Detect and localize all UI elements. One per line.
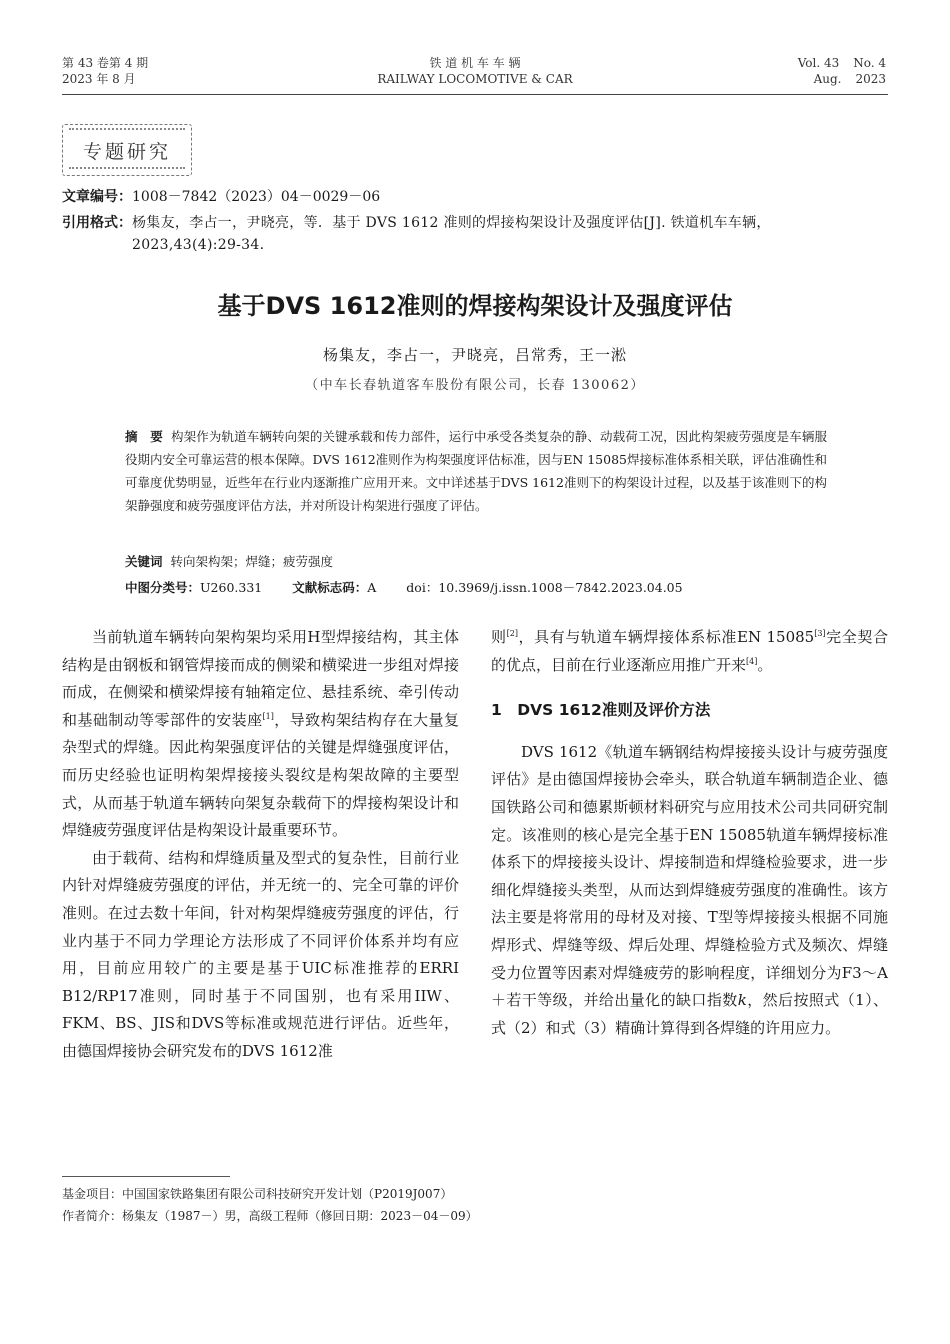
column-badge <box>62 124 192 176</box>
doi: doi：10.3969/j.issn.1008－7842.2023.04.05 <box>406 580 683 595</box>
year-label: 2023 <box>855 72 886 86</box>
article-number-value: 1008－7842（2023）04－0029－06 <box>132 189 381 205</box>
funding-note: 基金项目：中国国家铁路集团有限公司科技研究开发计划（P2019J007） <box>62 1187 453 1201</box>
journal-issue-info <box>62 55 148 87</box>
header-divider <box>62 94 888 95</box>
authors: 杨集友，李占一，尹晓亮，吕常秀，王一淞 <box>322 346 627 364</box>
body-right-column <box>491 624 888 1042</box>
abstract-text: 构架作为轨道车辆转向架的关键承载和传力部件，运行中承受各类复杂的静、动载荷工况，因此构架疲劳强度是车辆服役期内安全可靠运营的根本保障。DVS 1612准则作为构架强度评估标准，因与EN 15085焊接标准体系相关联，评估准确性和可靠度优势明显，近些年在行业内逐渐推广应用开来。文中详述基于DVS 1612准则下的构架设计过程，以及基于该准则下的构架静强度和疲劳强度评估方法，并对所设计构架进行强度了评估。 <box>125 429 827 513</box>
paragraph: DVS 1612《轨道车辆钢结构焊接接头设计与疲劳强度评估》是由德国焊接协会牵头，联合轨道车辆制造企业、德国铁路公司和德累斯顿材料研究与应用技术公司共同研究制定。该准则的核心是完全基于EN 15085轨道车辆焊接标准体系下的焊接接头设计、焊接制造和焊缝检验要求，进一步细化焊缝接头类型，从而达到焊缝疲劳强度的准确性。该方法主要是将常用的母材及对接、T型等焊接接头根据不同施焊形式、焊缝等级、焊后处理、焊缝检验方式及频次、焊缝受力位置等因素对焊缝疲劳的影响程度，详细划分为F3～A＋若干等级，并给出量化的缺口指数k，然后按照式（1）、式（2）和式（3）精确计算得到各焊缝的许用应力。 <box>491 742 888 1037</box>
reference-marker[interactable]: [3] <box>814 629 826 638</box>
reference-marker[interactable]: [4] <box>746 656 758 666</box>
clc-value: U260.331 <box>200 580 263 595</box>
footnote-divider <box>62 1176 230 1177</box>
classification <box>125 578 683 598</box>
body-left-column <box>62 624 459 1066</box>
keywords <box>125 552 333 572</box>
article-number <box>62 186 888 208</box>
section-heading: 1 DVS 1612准则及评价方法 <box>491 701 711 720</box>
journal-name <box>325 55 625 87</box>
ornament-border-icon <box>69 128 185 136</box>
abstract <box>125 425 827 517</box>
keywords-value: 转向架构架；焊缝；疲劳强度 <box>170 554 333 569</box>
author-note: 作者简介：杨集友（1987－）男，高级工程师（修回日期：2023－04－09） <box>62 1209 478 1223</box>
column-badge-label: 专题研究 <box>82 140 171 163</box>
issue-date: 2023 年 8 月 <box>62 72 136 86</box>
citation-text: 杨集友，李占一，尹晓亮，等．基于 DVS 1612 准则的焊接构架设计及强度评估[J]. 铁道机车车辆，2023,43(4):29-34. <box>132 215 771 253</box>
abstract-label: 摘 要 <box>125 429 163 444</box>
journal-name-en: RAILWAY LOCOMOTIVE & CAR <box>377 72 573 86</box>
paragraph: 由于载荷、结构和焊缝质量及型式的复杂性，目前行业内针对焊缝疲劳强度的评估，并无统一的、完全可靠的评价准则。在过去数十年间，针对构架焊缝疲劳强度的评估，行业内基于不同力学理论方法形成了不同评价体系并均有应用，目前应用较广的主要是基于UIC标准推荐的ERRI B12/RP17准则，同时基于不同国别，也有采用IIW、FKM、BS、JIS和DVS等标准或规范进行评估。近些年，由德国焊接协会研究发布的DVS 1612准 <box>62 848 459 1060</box>
paper-title: 基于DVS 1612准则的焊接构架设计及强度评估 <box>217 292 733 320</box>
reference-marker[interactable]: [1] <box>262 711 274 721</box>
affiliation: （中车长春轨道客车股份有限公司，长春 130062） <box>305 378 645 393</box>
article-number-label: 文章编号： <box>62 189 132 205</box>
reference-marker[interactable]: [2] <box>506 629 518 638</box>
paragraph: 当前轨道车辆转向架构架均采用H型焊接结构，其主体结构是由钢板和钢管焊接而成的侧梁和横梁进一步组对焊接而成，在侧梁和横梁焊接有轴箱定位、悬挂系统、牵引传动和基础制动等零部件的安装座[1]，导致构架结构存在大量复杂型式的焊缝。因此构架强度评估的关键是焊缝强度评估，而历史经验也证明构架焊接接头裂纹是构架故障的主要型式，从而基于轨道车辆转向架复杂载荷下的焊接构架设计和焊缝疲劳强度评估是构架设计最重要环节。 <box>62 628 459 840</box>
doc-code-value: A <box>367 580 377 595</box>
ornament-border-icon <box>69 167 185 175</box>
citation-format <box>62 212 888 256</box>
no-label: No. 4 <box>853 56 886 70</box>
clc-label: 中图分类号： <box>125 580 201 595</box>
notch-index-symbol: k <box>737 991 747 1010</box>
month-label: Aug. <box>813 72 842 86</box>
doc-code-label: 文献标志码： <box>292 580 368 595</box>
vol-label: Vol. 43 <box>797 56 840 70</box>
journal-name-cn: 铁 道 机 车 车 辆 <box>429 56 521 70</box>
issue-volume: 第 43 卷第 4 期 <box>62 56 149 70</box>
keywords-label: 关键词 <box>125 554 163 569</box>
paragraph: 则[2]，具有与轨道车辆焊接体系标准EN 15085[3]完全契合的优点，目前在行业逐渐应用推广开来[4]。 <box>491 628 888 674</box>
citation-label: 引用格式： <box>62 215 132 231</box>
journal-issue-info-en <box>798 55 886 87</box>
